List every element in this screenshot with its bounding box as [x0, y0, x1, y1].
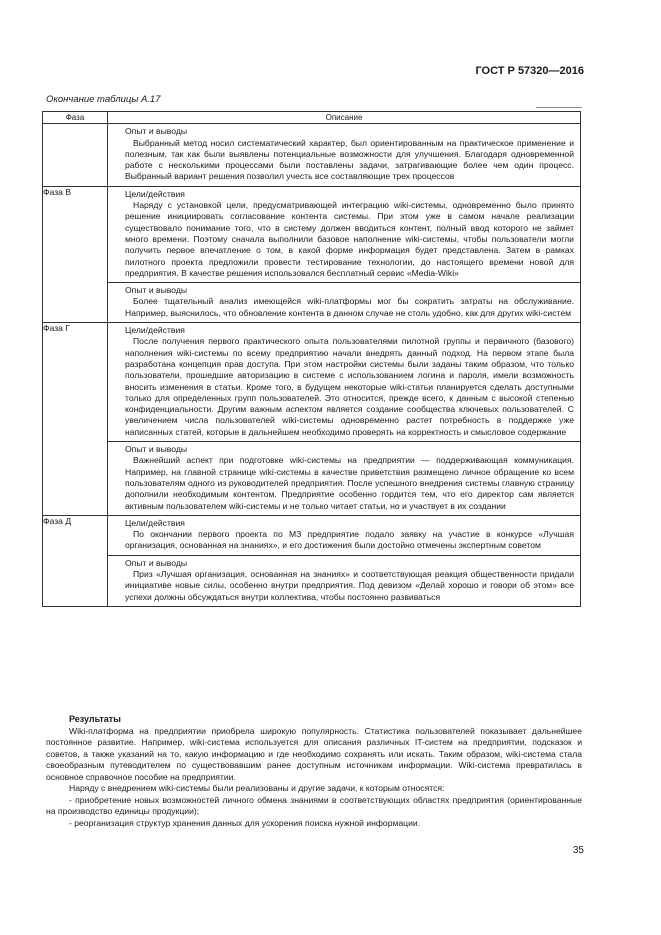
block-heading: Цели/действия — [125, 517, 185, 528]
block-heading: Цели/действия — [125, 188, 185, 199]
results-list-item: - реорганизация структур хранения данных для ускорения поиска нужной информации. — [69, 817, 421, 828]
block-text: Выбранный метод носил систематический характер, был ориентированным на практическое применение и полезным, так как были выявлены потенциальные возможности для улучшения. Благодаря одновременной работе с несколькими процессами были поставлены задачи, затрагивающие более чем один процесс. Выбранный вариант решения позволил учесть все составляющие трех процессов — [125, 137, 574, 182]
continuation-table — [42, 111, 581, 607]
table-row — [43, 515, 581, 606]
description-block — [108, 283, 580, 322]
description-cell — [108, 124, 581, 186]
phase-cell: Фаза Д — [43, 515, 108, 606]
column-header-phase: Фаза — [43, 112, 108, 124]
block-text: Приз «Лучшая организация, основанная на знаниях» и соответствующая реакция общественности придали инициативе новые силы, особенно внутри предприятия. Под девизом «Делай хорошо и говори об этом» все успехи должны обсуждаться внутри коллектива, чтобы постоянно развиваться — [125, 568, 574, 602]
phase-cell: Фаза Г — [43, 323, 108, 516]
page-number: 35 — [572, 845, 584, 856]
results-section — [46, 714, 582, 829]
block-heading: Опыт и выводы — [125, 444, 188, 455]
block-heading: Опыт и выводы — [125, 126, 188, 137]
description-block — [108, 442, 580, 515]
description-cell — [108, 186, 581, 322]
block-heading: Опыт и выводы — [125, 557, 188, 568]
table-caption: Окончание таблицы А.17 — [46, 94, 161, 105]
results-list-item: - приобретение новых возможностей личного обмена знаниями в соответствующих областях предприятия (ориентированные на производство единицы продукции); — [46, 794, 582, 816]
description-cell — [108, 323, 581, 516]
block-text: Наряду с установкой цели, предусматривающей интеграцию wiki-системы, одновременно было принято решение инициировать согласование контента системы. При этом уже в самом начале реализации существовало понимание того, что в систему должен вводиться контент, полный ввод которого не займет много времени. Поэтому сначала выполнили базовое наполнение wiki-системы, чтобы пользователи могли получить первое впечатление о том, в какой форме информация будет представлена. Затем в рамках пилотного проекта предложили провести тестирование технологии, до настоящего времени новой для предприятия. В качестве решения использовался бесплатный сервис «Media-Wiki» — [125, 200, 574, 278]
block-text: Более тщательный анализ имеющейся wiki-платформы мог бы сократить затраты на обслуживание. Например, выяснилось, что обновление контента в данном случае не столь удобно, как для других wiki-систем — [125, 296, 574, 318]
block-heading: Опыт и выводы — [125, 285, 188, 296]
phase-cell: Фаза В — [43, 186, 108, 322]
results-paragraph: Наряду с внедрением wiki-системы были реализованы и другие задачи, к которым относятся: — [69, 783, 445, 793]
description-cell — [108, 515, 581, 606]
block-text: По окончании первого проекта по МЗ предприятие подало заявку на участие в конкурсе «Лучшая организация, основанная на знаниях», и его достижения были достойно отмечены экспертным советом — [125, 529, 574, 551]
block-text: После получения первого практического опыта пользователями пилотной группы и первичного (базового) наполнения wiki-системы по всему предприятию начали внедрять данный подход. На первом этапе была разработана концепция прав доступа. При этом настройки системы были заданы таким образом, что только пользователи, прошедшие авторизацию в системе с использованием логина и пароля, имели возможность вносить изменения в статьи. Кроме того, в будущем некоторые wiki-статьи планируется сделать доступными только для определенных групп пользователей. Это относится, прежде всего, к данным с высокой степенью конфиденциальности. Другим важным аспектом является создание сообщества ключевых пользователей. С увеличением числа пользователей wiki-системы одновременно растет потребность в поддержке уже написанных статей, которые в дальнейшем необходимо проверять на корректность и смысловое содержание — [125, 336, 574, 437]
table-row — [43, 124, 581, 186]
document-id: ГОСТ Р 57320—2016 — [475, 65, 584, 77]
description-block — [108, 516, 580, 556]
table-row — [43, 323, 581, 516]
results-title: Результаты — [69, 714, 121, 724]
column-header-description: Описание — [108, 112, 581, 124]
description-block — [108, 187, 580, 283]
phase-cell — [43, 124, 108, 186]
results-paragraph: Wiki-платформа на предприятии приобрела широкую популярность. Статистика пользователей показывает дальнейшее постоянное развитие. Например, wiki-система используется для описания различных IT-систем на предприятии, подсказок и советов, а также указаний на то, какую информацию и где необходимо сохранять или искать. Таким образом, wiki-система стала своеобразным путеводителем по существовавшим ранее доступным источникам информации. Wiki-система превратилась в основное справочное пособие на предприятии. — [46, 725, 582, 782]
caption-rule — [536, 107, 582, 108]
block-heading: Цели/действия — [125, 325, 185, 336]
description-block — [108, 124, 580, 185]
block-text: Важнейший аспект при подготовке wiki-системы на предприятии — поддерживающая коммуникация. Например, на главной странице wiki-системы в качестве приветствия размещено личное обращение ко всем пользователям одного из руководителей предприятия. После успешного внедрения системы главную страницу дополнили необходимым контентом. Предприятие особенно гордится тем, что его директор сам является активным пользователем wiki-системы и не только читает статьи, но и участвует в их создании — [125, 455, 574, 511]
description-block — [108, 323, 580, 442]
description-block — [108, 556, 580, 606]
table-row — [43, 186, 581, 322]
